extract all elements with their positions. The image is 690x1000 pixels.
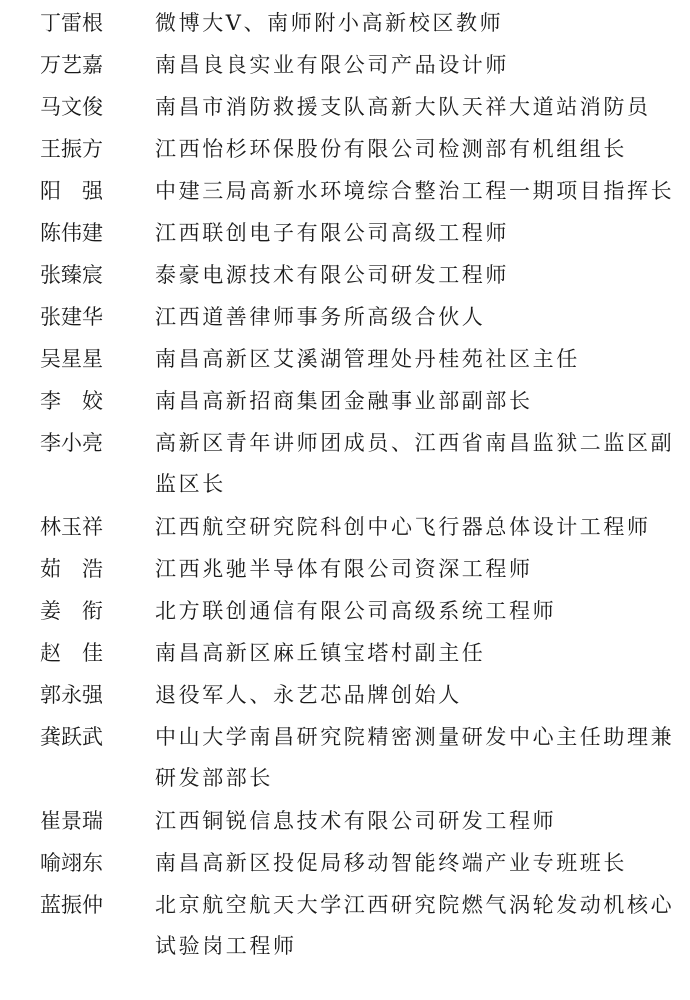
- person-name: 崔景瑞: [40, 809, 103, 833]
- person-title: 南昌高新区艾溪湖管理处丹桂苑社区主任: [155, 347, 580, 371]
- person-title: 泰豪电源技术有限公司研发工程师: [155, 263, 509, 287]
- person-title: 退役军人、永艺芯品牌创始人: [155, 683, 462, 707]
- person-name: 喻翊东: [40, 851, 103, 875]
- person-name: 姜 衔: [40, 599, 103, 623]
- person-name: 张建华: [40, 305, 103, 329]
- person-name: 赵 佳: [40, 641, 103, 665]
- person-name: 阳 强: [40, 179, 103, 203]
- person-name: 张臻宸: [40, 263, 103, 287]
- person-name: 林玉祥: [40, 515, 103, 539]
- person-title: 微博大V、南师附小高新校区教师: [155, 11, 504, 35]
- person-name: 万艺嘉: [40, 53, 103, 77]
- person-title: 江西兆驰半导体有限公司资深工程师: [155, 557, 533, 581]
- person-title: 南昌高新区投促局移动智能终端产业专班班长: [155, 851, 627, 875]
- person-title: 江西联创电子有限公司高级工程师: [155, 221, 509, 245]
- person-name: 马文俊: [40, 95, 103, 119]
- person-title: 江西道善律师事务所高级合伙人: [155, 305, 486, 329]
- person-title: 中建三局高新水环境综合整治工程一期项目指挥长: [155, 179, 675, 203]
- person-name: 茹 浩: [40, 557, 103, 581]
- person-title: 中山大学南昌研究院精密测量研发中心主任助理兼研发部部长: [155, 725, 675, 790]
- person-title: 南昌高新区麻丘镇宝塔村副主任: [155, 641, 486, 665]
- person-title: 北方联创通信有限公司高级系统工程师: [155, 599, 557, 623]
- person-name: 吴星星: [40, 347, 103, 371]
- person-name: 丁雷根: [40, 11, 103, 35]
- person-title: 南昌高新招商集团金融事业部副部长: [155, 389, 533, 413]
- person-name: 蓝振仲: [40, 893, 103, 917]
- person-title: 南昌良良实业有限公司产品设计师: [155, 53, 509, 77]
- person-name: 龚跃武: [40, 725, 103, 749]
- person-name: 郭永强: [40, 683, 103, 707]
- person-name: 王振方: [40, 137, 103, 161]
- person-title: 南昌市消防救援支队高新大队天祥大道站消防员: [155, 95, 651, 119]
- person-name: 李 姣: [40, 389, 103, 413]
- person-name: 李小亮: [40, 431, 103, 455]
- person-title: 高新区青年讲师团成员、江西省南昌监狱二监区副监区长: [155, 431, 675, 496]
- person-name: 陈伟建: [40, 221, 103, 245]
- person-title: 北京航空航天大学江西研究院燃气涡轮发动机核心试验岗工程师: [155, 893, 675, 958]
- person-title: 江西铜锐信息技术有限公司研发工程师: [155, 809, 557, 833]
- person-title: 江西怡杉环保股份有限公司检测部有机组组长: [155, 137, 627, 161]
- person-title: 江西航空研究院科创中心飞行器总体设计工程师: [155, 515, 651, 539]
